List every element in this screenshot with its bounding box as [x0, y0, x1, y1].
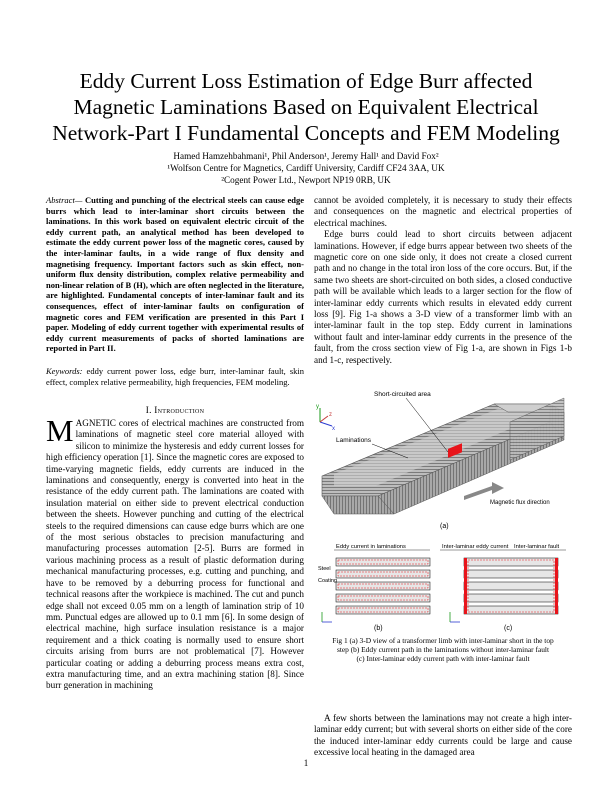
- label-c: (c): [504, 625, 513, 632]
- figure-1-graphic: [314, 378, 572, 634]
- lamination-stack-c: [464, 558, 558, 614]
- axis-x-label-a: x: [332, 426, 335, 432]
- section-title: Introduction: [154, 405, 205, 415]
- keywords-label: Keywords:: [46, 366, 83, 376]
- abstract-text: Cutting and punching of the electrical steels can cause edge burrs which lead to inter-laminar short circuits between the laminations. In this work based on equivalent electric circuit of the eddy current path, an analytical method has been developed to estimate the eddy current power loss of the magnetic cores, caused by the inter-laminar faults, in a wide range of flux density and magnetising frequency. Important factors such as skin effect, non-uniform flux density distribution, complex relative permeability and non-linear relation of B (H), which are often neglected in the literature, are highlighted. Fundamental concepts of inter-laminar fault and its consequences, effect of inter-laminar faults on configuration of magnetic cores and FEM verification are presented in this Part I paper. Modeling of eddy current together with experimental results of eddy current measurements of packs of shorted laminations are reported in Part II.: [46, 195, 304, 354]
- label-b: (b): [374, 625, 383, 632]
- label-laminations: Laminations: [336, 437, 372, 444]
- label-eddy-current: Eddy current in laminations: [336, 544, 406, 550]
- lamination-stack-b: [336, 558, 430, 614]
- keywords-text: eddy current power loss, edge burr, inter-laminar fault, skin effect, complex relative permeability, high frequencies, FEM modeling.: [46, 366, 304, 387]
- label-inter-laminar-current: Inter-laminar eddy current: [442, 544, 509, 550]
- label-inter-laminar-fault: Inter-laminar fault: [514, 544, 560, 550]
- cross-section-c: [440, 544, 566, 632]
- paper-title: Eddy Current Loss Estimation of Edge Burr affected Magnetic Laminations Based on Equivalent Electrical Network-Part I Fundamental Concepts and FEM Modeling: [52, 69, 560, 145]
- label-short-circuited-area: Short-circuited area: [374, 391, 431, 398]
- section-number: I.: [145, 405, 152, 415]
- intro-text: AGNETIC cores of electrical machines are constructed from laminations of magnetic steel core material alloyed with silicon to minimize the hysteresis and eddy current losses for high efficiency operation [1]. Since the magnetic cores are exposed to time-varying magnetic fields, eddy currents are induced in the laminations and consequently, energy is converted into heat in the resistance of the eddy current path. The laminations are coated with insulation material on either side to prevent electrical conduction between the sheets. However punching and cutting of the electrical steels to the required dimensions can cause edge burrs which are one of the most serious obstacles to precision manufacturing and manufacturing processes automation [2-5]. Burrs are formed in various machining process as a result of plastic deformation during mechanical manufacturing processes, e.g. cutting and punching, and have to be removed by a deburring process for functional and technical reasons after the workpiece is machined. The cut and punch edge shall not exceed 0.05 mm on a length of lamination strip of 10 mm. Punctual edges are allowed up to 0.1 mm [6]. In some design of electrical machine, high surface insulation resistance is a major requirement and a thick coating is normally used to ensure short circuits arising from burrs are not problematical [7]. However particular coating or adding a deburring process means extra cost, extra manufacturing time, and an extra machining station [8]. Since burr generation in machining: [46, 418, 304, 691]
- label-a: (a): [440, 523, 449, 530]
- label-flux-direction: Magnetic flux direction: [490, 500, 550, 506]
- affiliation-1: ¹Wolfson Centre for Magnetics, Cardiff University, Cardiff CF24 3AA, UK: [167, 163, 445, 173]
- caption-line-3: (c) Inter-laminar eddy current path with inter-laminar fault: [356, 654, 530, 664]
- abstract: [46, 195, 304, 354]
- cross-section-b: [318, 544, 430, 632]
- intro-paragraph: [46, 413, 304, 692]
- right-paragraph-3: A few shorts between the laminations may not create a high inter-laminar eddy current; but with several shorts on either side of the core the induced inter-laminar eddy currents could be large and cause excessive local heating in the damaged area: [314, 713, 572, 758]
- page-number: 1: [303, 758, 309, 768]
- author-names: Hamed Hamzehbahmani¹, Phil Anderson¹, Jeremy Hall¹ and David Fox²: [173, 151, 439, 161]
- axis-y-label-a: y: [316, 404, 319, 410]
- author-block: [60, 150, 552, 186]
- abstract-label: Abstract—: [46, 195, 83, 205]
- caption-line-1: Fig 1 (a) 3-D view of a transformer limb with inter-laminar short in the top: [332, 636, 554, 645]
- label-coating: Coating: [318, 578, 337, 584]
- figure-caption: [314, 636, 572, 664]
- axis-z-label-a: z: [329, 412, 332, 418]
- caption-line-2: step (b) Eddy current path in the laminations without inter-laminar fault: [336, 645, 550, 655]
- right-column-top: [314, 195, 572, 366]
- axes-a: [316, 404, 335, 432]
- figure-1: [314, 378, 572, 634]
- section-heading: [46, 405, 304, 415]
- transformer-limb-3d: [322, 398, 564, 514]
- right-column-bottom: [314, 713, 572, 759]
- label-steel: Steel: [318, 566, 331, 572]
- right-paragraph-1: cannot be avoided completely, it is necessary to study their effects and consequences on the magnetic and electrical properties of electrical machines.: [314, 195, 572, 228]
- drop-cap: M: [46, 413, 74, 448]
- keywords: [46, 366, 304, 387]
- affiliation-2: ²Cogent Power Ltd., Newport NP19 0RB, UK: [221, 175, 391, 185]
- right-paragraph-2: Edge burrs could lead to short circuits between adjacent laminations. However, if edge burrs appear between two sheets of the magnetic core on one side only, it does not create a closed current path and no change in the total iron loss of the core occurs. But, if the same two sheets are short-circuited on both sides, a closed conductive path will be available which leads to a larger section for the flow of inter-laminar eddy currents which results in elevated eddy current loss [9]. Fig 1-a shows a 3-D view of a transformer limb with an inter-laminar fault in the top step. Eddy current in laminations without fault and inter-laminar eddy currents in the presence of the fault, from the cross section view of Fig 1-a, are shown in Figs 1-b and 1-c, respectively.: [314, 229, 572, 365]
